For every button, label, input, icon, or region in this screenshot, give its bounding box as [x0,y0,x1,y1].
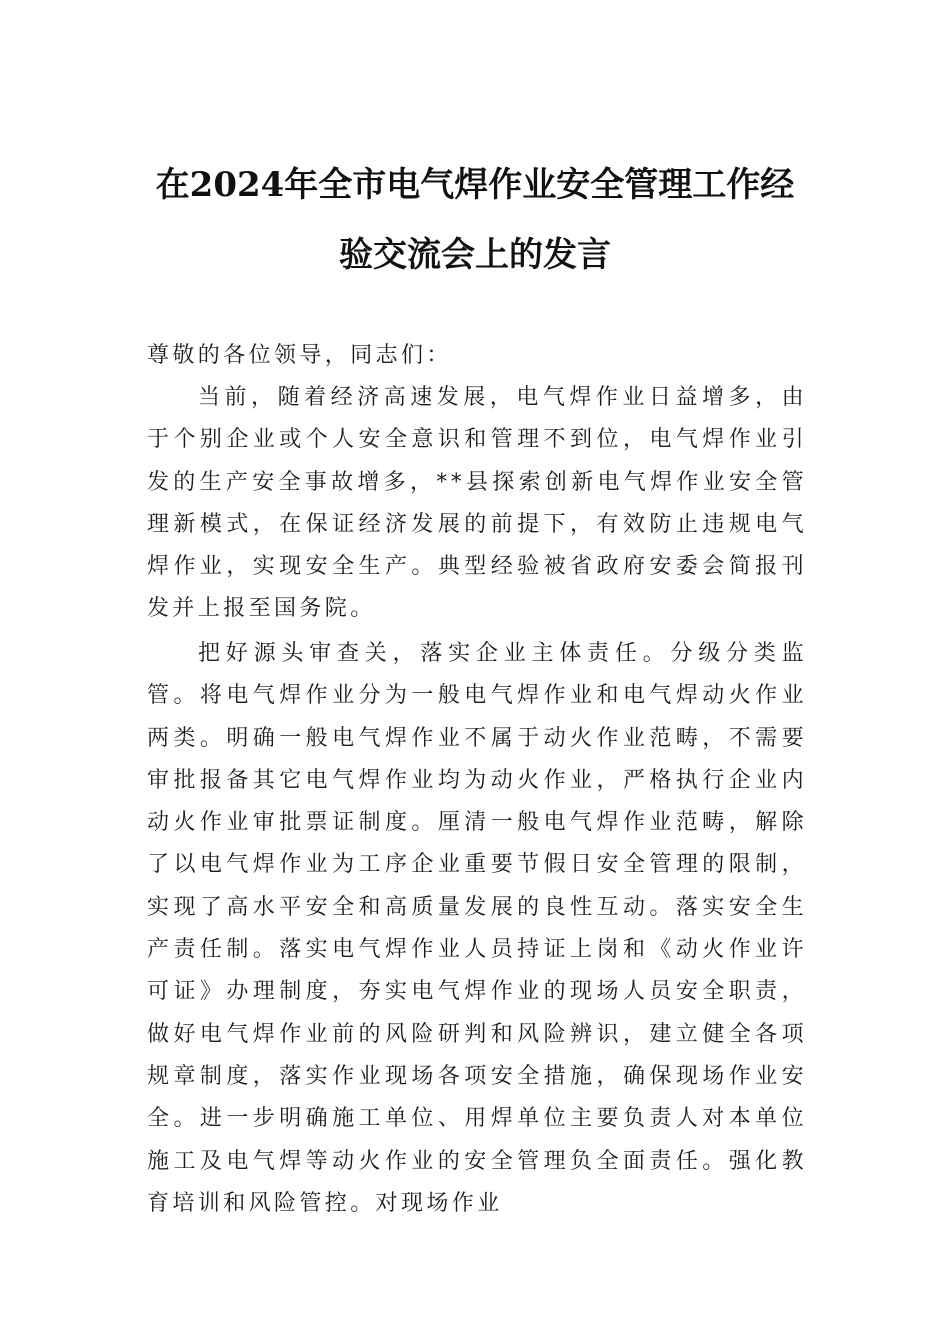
document-title-line-2: 验交流会上的发言 [339,235,611,275]
paragraph-1: 当前，随着经济高速发展，电气焊作业日益增多，由于个别企业或个人安全意识和管理不到位，电气焊作业引发的生产安全事故增多，**县探索创新电气焊作业安全管理新模式，在保证经济发展的前提下，有效防止违规电气焊作业，实现安全生产。典型经验被省政府安委会简报刊发并上报至国务院。 [147,385,807,622]
paragraph-2: 把好源头审查关，落实企业主体责任。分级分类监管。将电气焊作业分为一般电气焊作业和电气焊动火作业两类。明确一般电气焊作业不属于动火作业范畴，不需要审批报备其它电气焊作业均为动火作业，严格执行企业内动火作业审批票证制度。厘清一般电气焊作业范畴，解除了以电气焊作业为工序企业重要节假日安全管理的限制，实现了高水平安全和高质量发展的良性互动。落实安全生产责任制。落实电气焊作业人员持证上岗和《动火作业许可证》办理制度，夯实电气焊作业的现场人员安全职责，做好电气焊作业前的风险研判和风险辨识，建立健全各项规章制度，落实作业现场各项安全措施，确保现场作业安全。进一步明确施工单位、用焊单位主要负责人对本单位施工及电气焊等动火作业的安全管理负全面责任。强化教育培训和风险管控。对现场作业 [147,641,807,1216]
document-title-line-1: 在2024年全市电气焊作业安全管理工作经 [155,165,795,205]
salutation: 尊敬的各位领导，同志们： [147,343,452,368]
